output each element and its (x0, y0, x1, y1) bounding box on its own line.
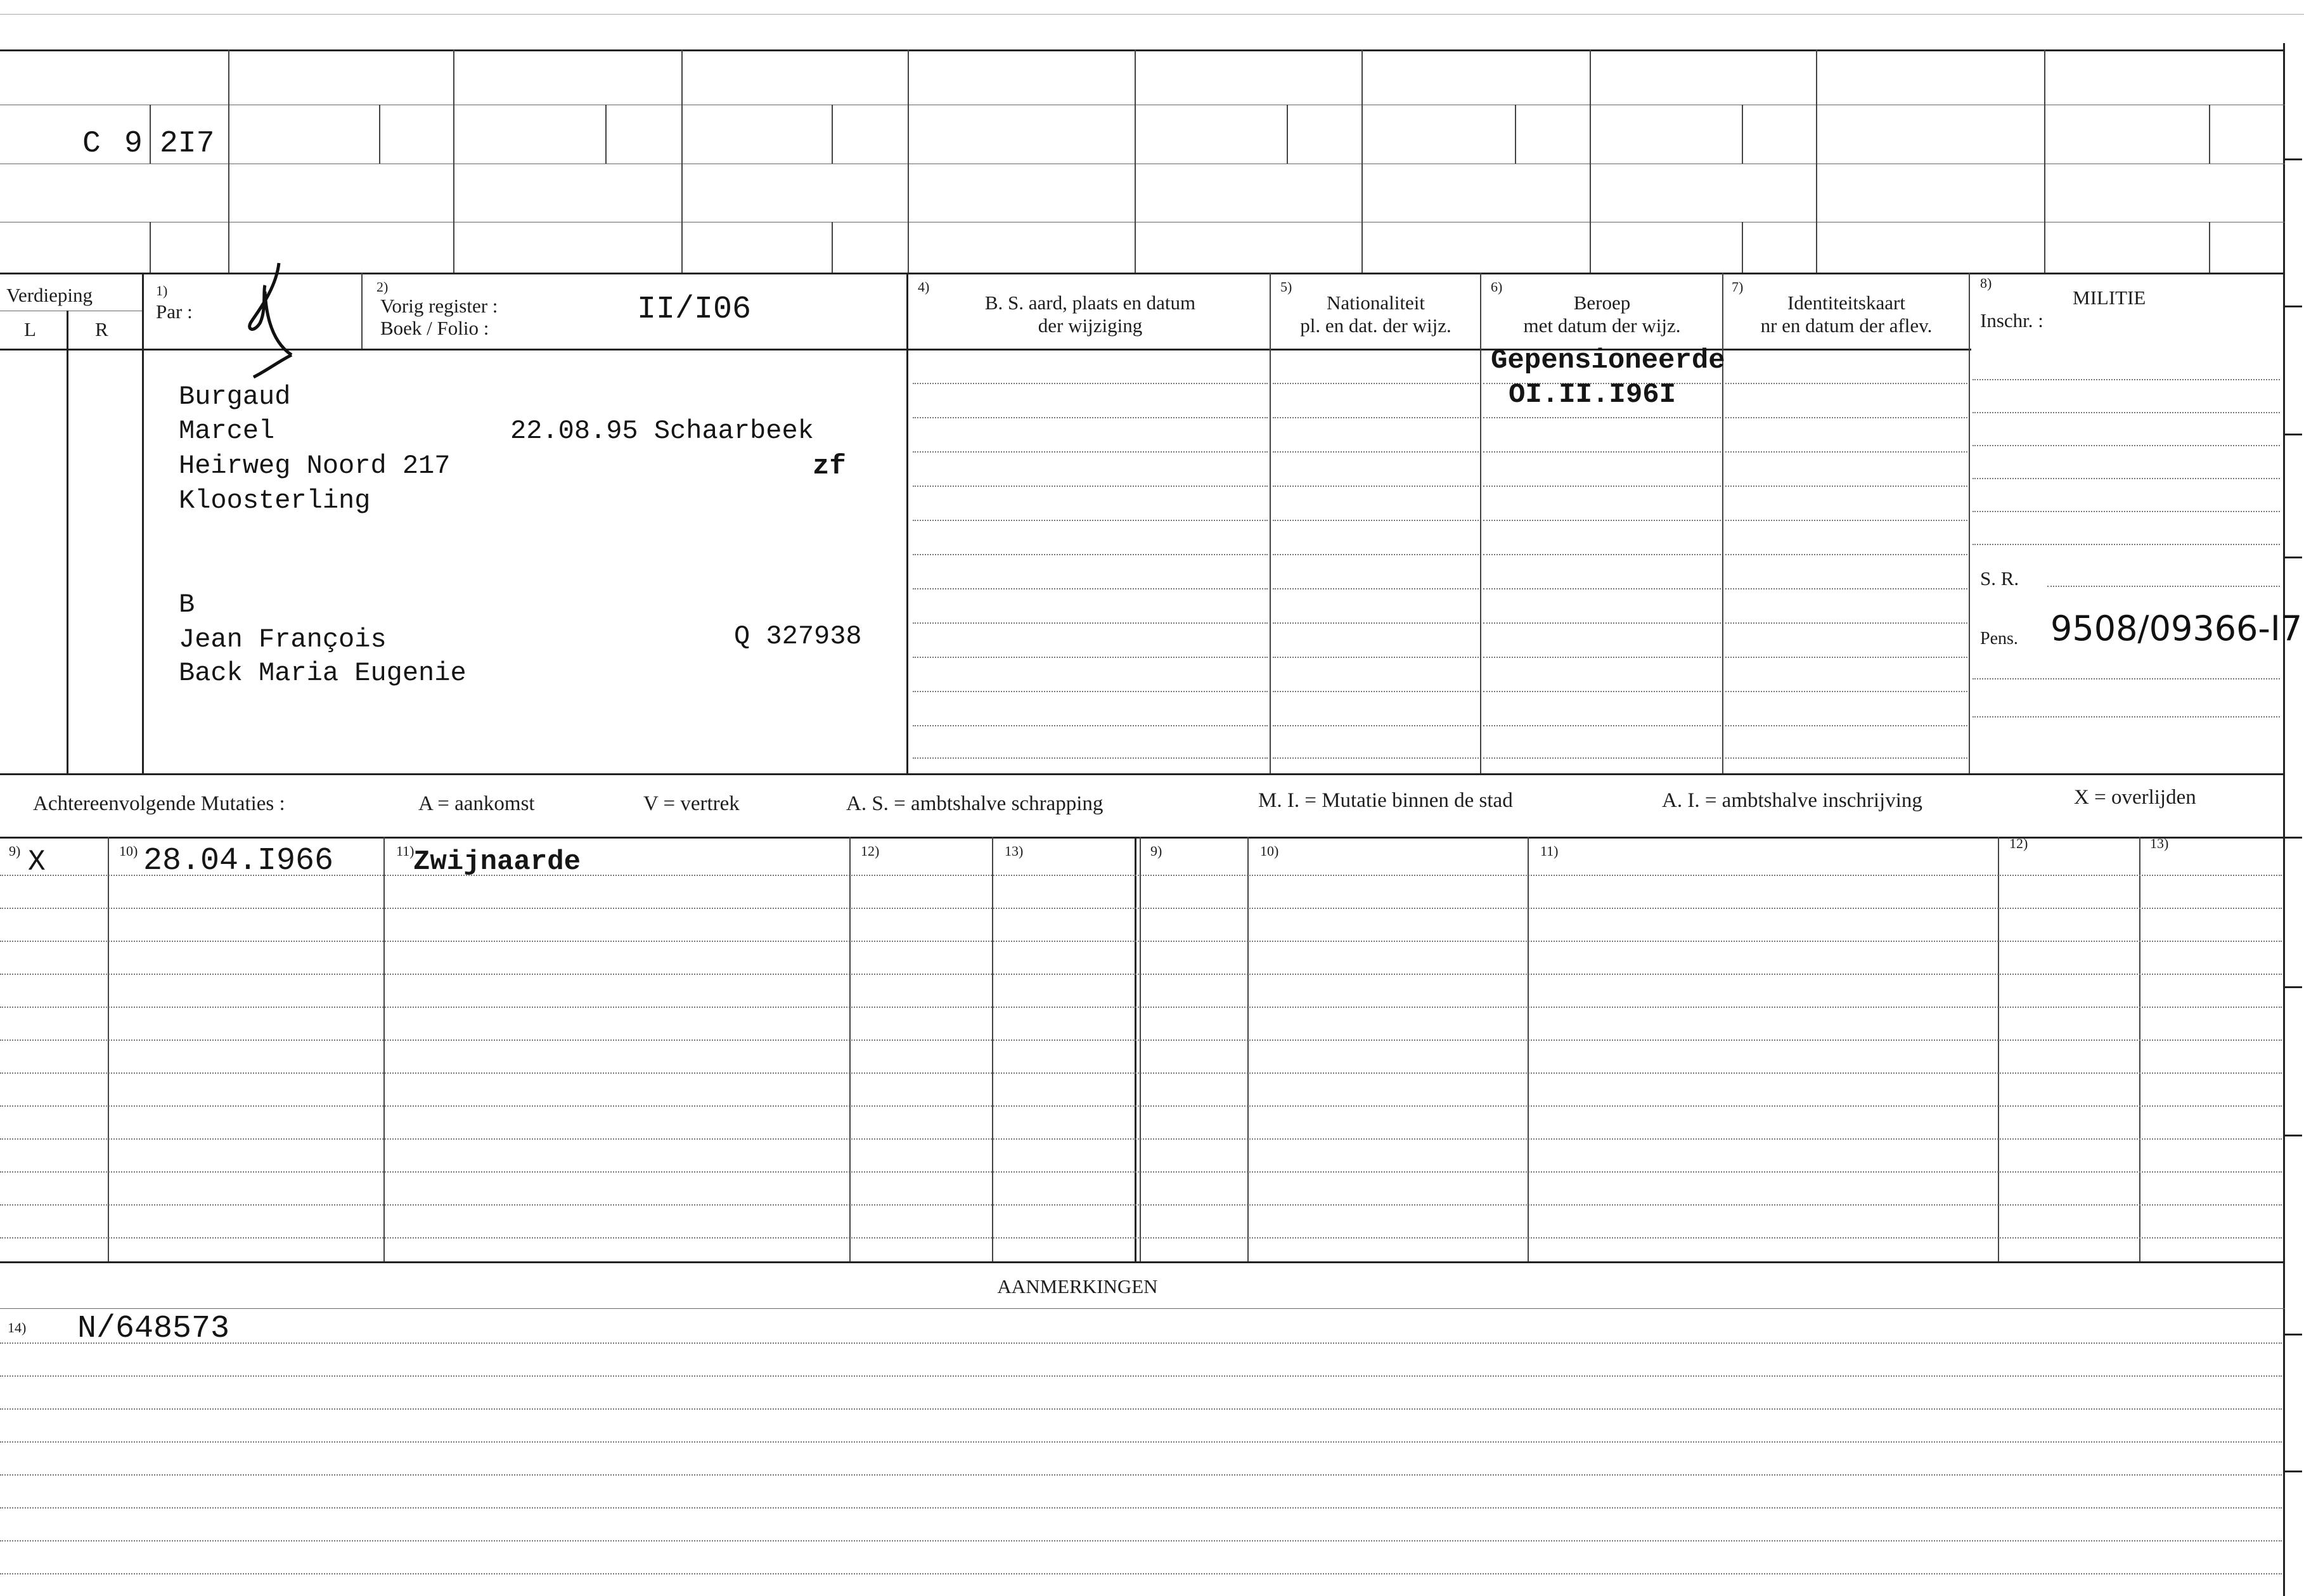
mut-num-13: 13) (1005, 843, 1024, 859)
index-sub-3 (605, 105, 607, 164)
mutation-code: X (28, 846, 46, 878)
col-verdieping-right (142, 273, 144, 773)
index-col-7 (1590, 49, 1591, 273)
index-sub-2 (379, 105, 380, 164)
bs-number: 4) (918, 279, 930, 295)
index-letter: C (82, 127, 101, 161)
index-bottom-line (0, 273, 2285, 274)
scan-top-edge (0, 14, 2304, 15)
legend-ai: A. I. = ambtshalve inschrijving (1662, 789, 1922, 812)
nat-label-2: pl. en dat. der wijz. (1300, 314, 1451, 337)
id-label-1: Identiteitskaart (1787, 292, 1905, 314)
mut-col-2 (383, 837, 385, 1261)
col-bs-right (1270, 273, 1271, 773)
militie-number: 8) (1980, 275, 1992, 291)
par-number: 1) (156, 283, 168, 299)
legend-mi: M. I. = Mutatie binnen de stad (1258, 789, 1513, 812)
sr-label: S. R. (1980, 567, 2019, 589)
father-name: Jean François (179, 624, 387, 655)
mut-col-4 (992, 837, 993, 1261)
mut-num-13b: 13) (2150, 835, 2169, 851)
beroep-value: Gepensioneerde (1491, 345, 1725, 376)
mut-num-11b: 11) (1540, 843, 1559, 859)
pens-value: 9508/09366-I7 (2050, 608, 2303, 648)
index-col-2 (453, 49, 454, 273)
index-sub-10 (832, 222, 833, 273)
mother-name: Back Maria Eugenie (179, 658, 467, 688)
person-zf: zf (813, 451, 846, 482)
index-house: 2I7 (160, 127, 215, 161)
vorig-register-label: Vorig register : (380, 295, 498, 317)
mut-num-9: 9) (9, 843, 21, 859)
remarks-header-line (0, 1308, 2285, 1309)
remarks-title: AANMERKINGEN (997, 1275, 1158, 1297)
card-top-edge (0, 49, 2285, 51)
pens-label: Pens. (1980, 629, 2018, 648)
index-sub-6 (1515, 105, 1516, 164)
index-sub-7 (1742, 105, 1743, 164)
mutation-bottom-line (0, 1261, 2285, 1263)
index-col-3 (681, 49, 683, 273)
legend-title: Achtereenvolgende Mutaties : (33, 792, 285, 815)
mut-num-12: 12) (861, 843, 880, 859)
index-sub-12 (2209, 222, 2210, 273)
nat-label-1: Nationaliteit (1327, 292, 1425, 314)
index-sub-11 (1742, 222, 1743, 273)
person-firstname: Marcel (179, 416, 275, 446)
beroep-number: 6) (1491, 279, 1503, 295)
bs-label-2: der wijziging (1038, 314, 1143, 337)
legend-x: X = overlijden (2074, 786, 2196, 809)
id-label-2: nr en datum der aflev. (1760, 314, 1933, 337)
col-par-right (361, 273, 363, 349)
bs-label-1: B. S. aard, plaats en datum (984, 292, 1196, 314)
legend-as: A. S. = ambtshalve schrapping (846, 792, 1104, 815)
q-number: Q 327938 (734, 621, 862, 652)
mut-col-3 (849, 837, 851, 1261)
mut-col-1 (108, 837, 109, 1261)
person-surname: Burgaud (179, 382, 291, 412)
person-occupation: Kloosterling (179, 486, 371, 516)
index-sub-8 (2209, 105, 2210, 164)
militie-label: MILITIE (2073, 286, 2146, 309)
mut-col-6 (1247, 837, 1249, 1261)
mutation-top-line (0, 837, 2285, 839)
par-pen-stroke (241, 254, 311, 380)
index-col-9 (2044, 49, 2045, 273)
legend-v: V = vertrek (643, 792, 740, 815)
index-col-4 (908, 49, 909, 273)
mutation-date: 28.04.I966 (143, 843, 334, 879)
index-sub-5 (1287, 105, 1288, 164)
inschr-label: Inschr. : (1980, 309, 2043, 331)
boek-folio-label: Boek / Folio : (380, 317, 489, 339)
verdieping-label: Verdieping (6, 284, 93, 306)
legend-a: A = aankomst (418, 792, 535, 815)
mut-col-9 (2139, 837, 2140, 1261)
person-address: Heirweg Noord 217 (179, 451, 451, 481)
person-birth: 22.08.95 Schaarbeek (510, 416, 814, 446)
remarks-number: 14) (8, 1320, 27, 1335)
vorig-register-value: II/I06 (637, 292, 752, 328)
index-col-6 (1361, 49, 1363, 273)
col-person-right (906, 273, 908, 773)
card-right-edge (2283, 43, 2285, 1596)
vorig-number: 2) (376, 279, 389, 295)
person-bottom-line (0, 773, 2285, 775)
right-label: R (95, 318, 108, 340)
col-lr-split (67, 311, 68, 773)
id-number: 7) (1732, 279, 1744, 295)
mut-num-11: 11) (396, 843, 415, 859)
index-col-1 (228, 49, 229, 273)
col-id-right (1969, 273, 1970, 773)
nat-number: 5) (1280, 279, 1292, 295)
beroep-label-2: met datum der wijz. (1523, 314, 1681, 337)
remarks-value: N/648573 (77, 1311, 230, 1347)
par-label: Par : (156, 300, 193, 323)
beroep-label-1: Beroep (1573, 292, 1631, 314)
father-initial: B (179, 589, 195, 620)
mut-num-10b: 10) (1260, 843, 1279, 859)
index-col-8 (1816, 49, 1817, 273)
index-number: 9 (124, 127, 143, 161)
mut-col-8 (1998, 837, 1999, 1261)
mut-col-5 (1135, 837, 1136, 1261)
mut-num-12b: 12) (2009, 835, 2028, 851)
index-sub-9 (150, 222, 151, 273)
mut-num-9b: 9) (1150, 843, 1162, 859)
index-sub-1 (150, 105, 151, 164)
index-col-5 (1135, 49, 1136, 273)
left-label: L (24, 318, 36, 340)
mutation-place: Zwijnaarde (413, 846, 581, 878)
mut-col-7 (1528, 837, 1529, 1261)
col-nat-right (1480, 273, 1481, 773)
mut-num-10: 10) (119, 843, 138, 859)
mut-col-5b (1140, 837, 1141, 1261)
beroep-date: OI.II.I96I (1509, 379, 1677, 411)
index-sub-4 (832, 105, 833, 164)
